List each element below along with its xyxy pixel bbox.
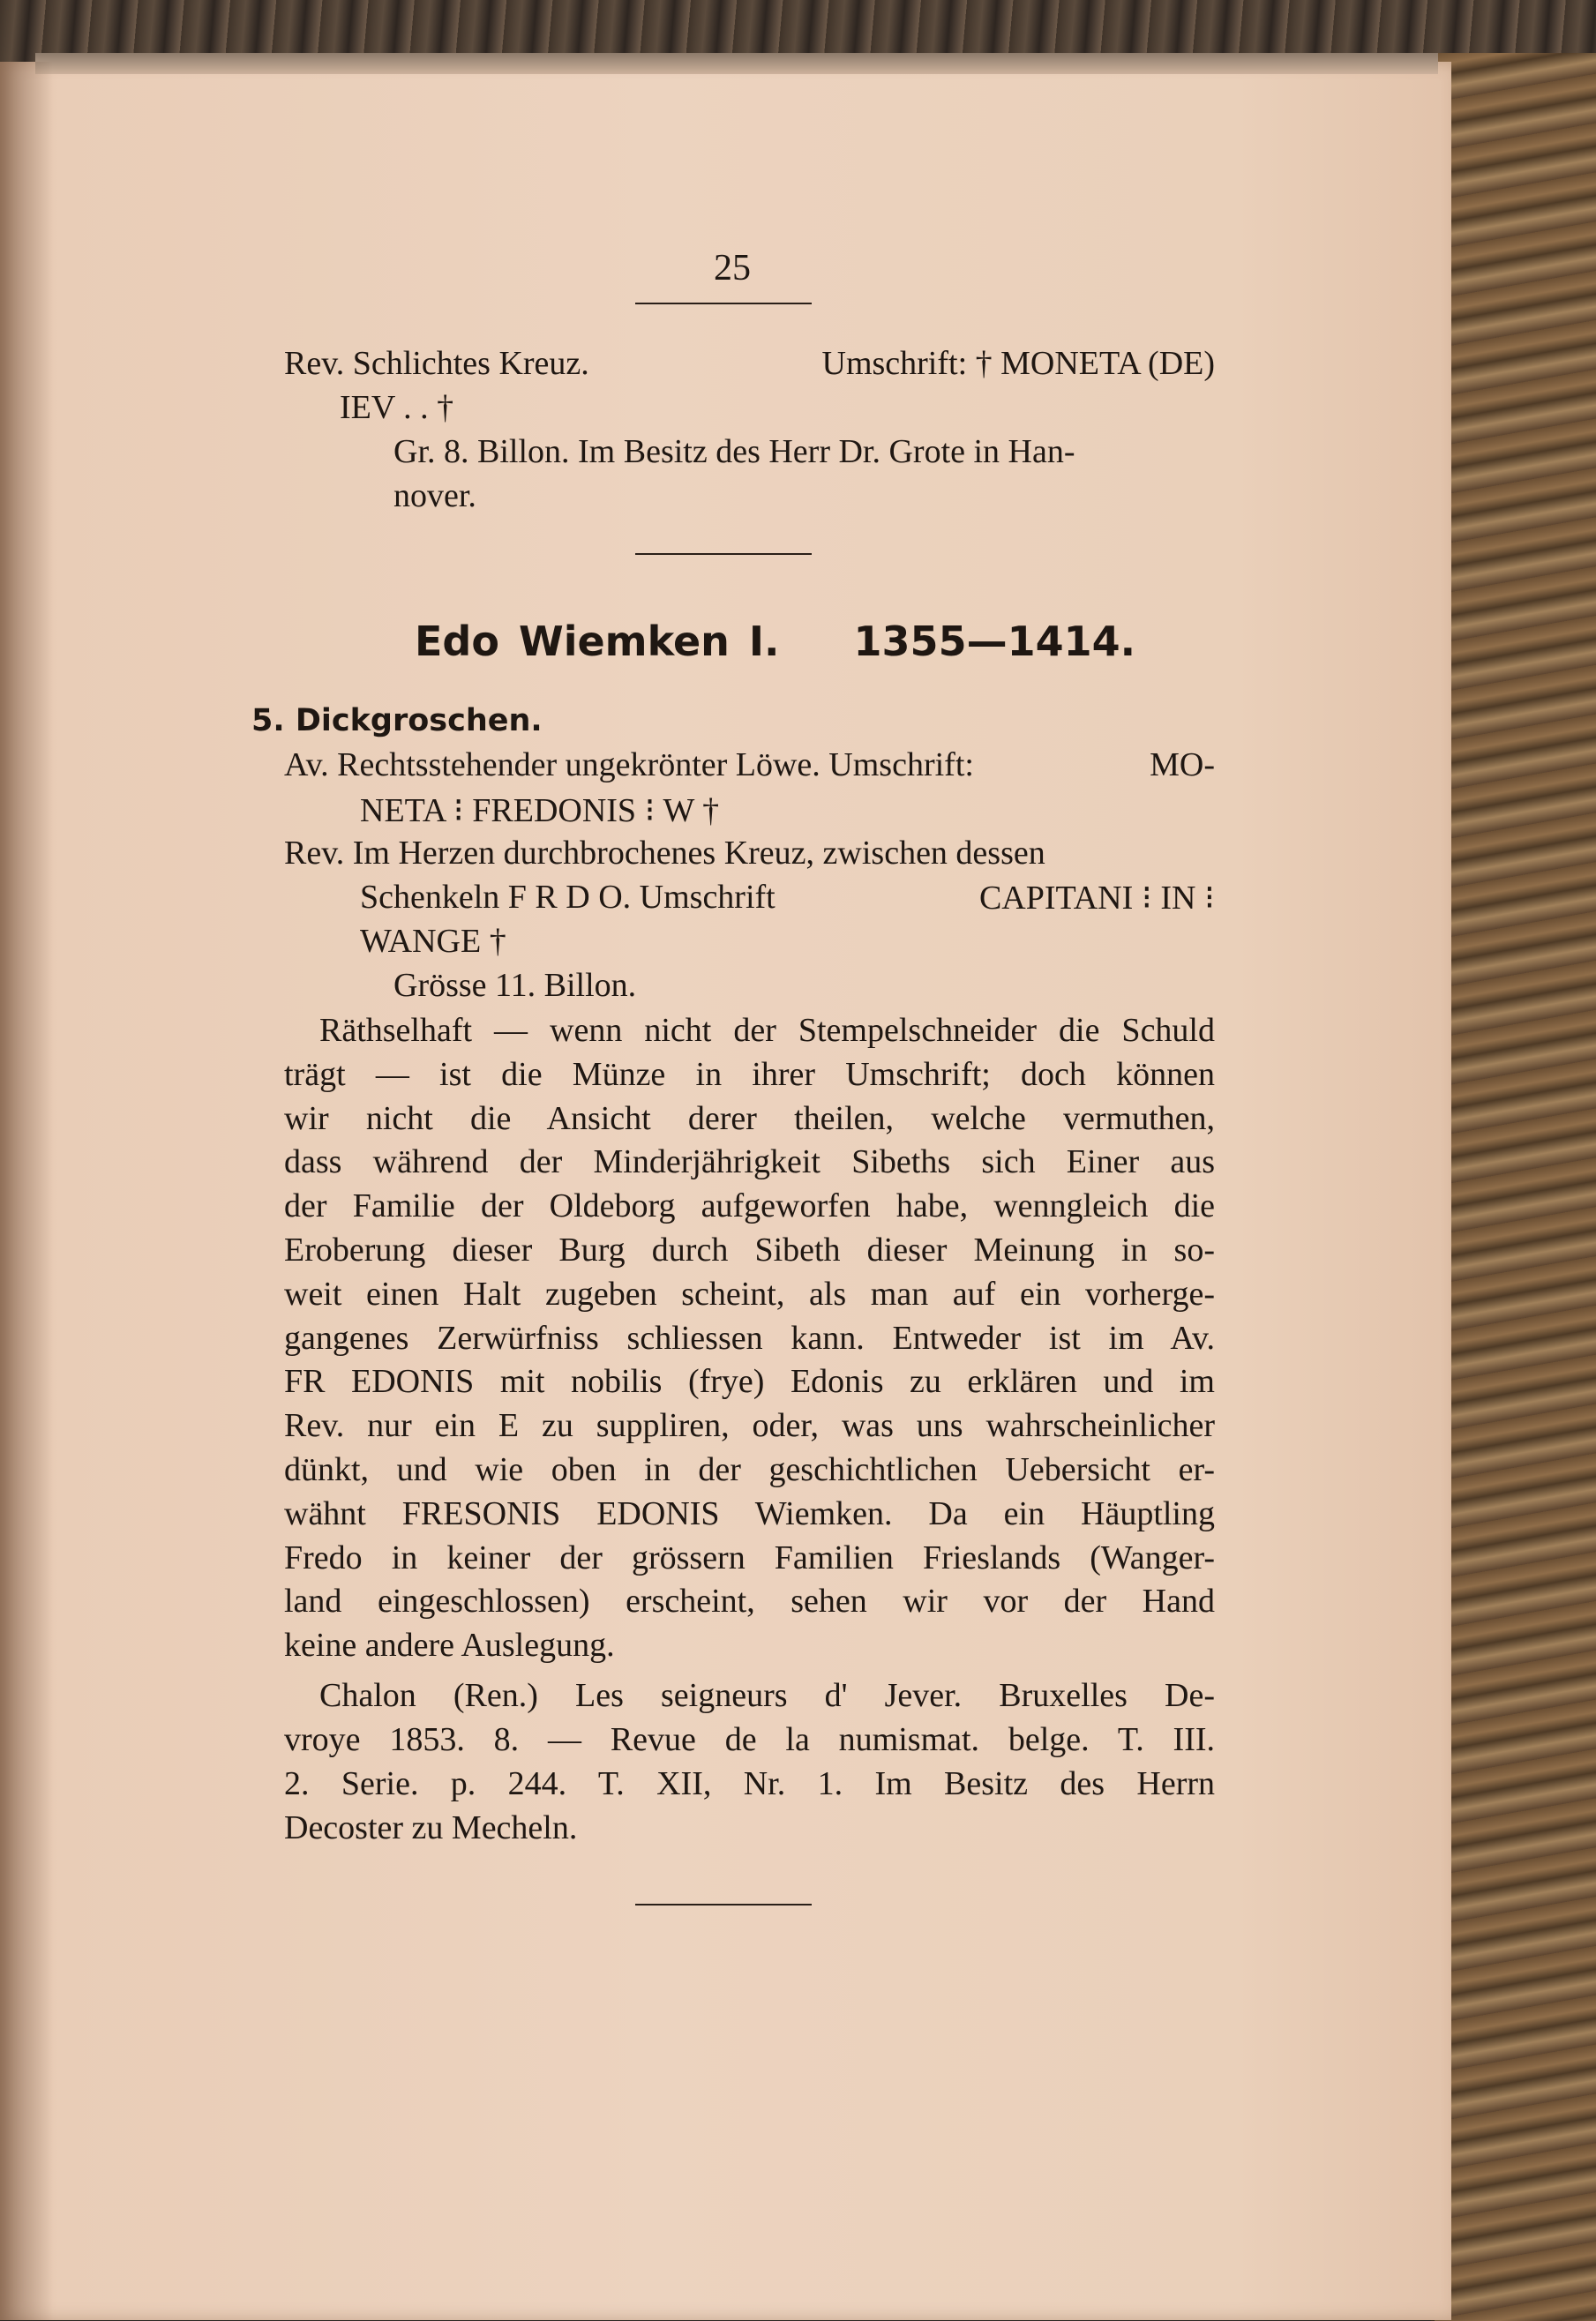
rev-line-3: Gr. 8. Billon. Im Besitz des Herr Dr. Grote in Han- — [393, 433, 1075, 470]
book-cover-edge — [1431, 53, 1596, 2321]
rev5-line-2 — [360, 878, 1215, 917]
rev5-line-1 — [284, 834, 1215, 872]
text-line: gangenes Zerwürfniss schliessen kann. Entweder ist im Av. — [284, 1319, 1215, 1357]
text-line: trägt — ist die Münze in ihrer Umschrift; doch können — [284, 1055, 1215, 1093]
page-top-edge — [35, 53, 1438, 74]
page-number: 25 — [714, 248, 751, 288]
text-line: Fredo in keiner der grössern Familien Frieslands (Wanger- — [284, 1539, 1215, 1576]
rev5-line-2-end: CAPITANI ⁝ IN ⁝ — [978, 880, 1215, 917]
gutter-shadow — [0, 62, 53, 2320]
text-line: Chalon (Ren.) Les seigneurs d' Jever. Bruxelles De- — [319, 1677, 1215, 1714]
text-line: Decoster zu Mecheln. — [284, 1809, 578, 1846]
rev5-line-3: WANGE † — [360, 923, 506, 960]
entry-label: 5. Dickgroschen. — [251, 703, 543, 738]
section-rule-2 — [635, 1904, 812, 1905]
text-line: Eroberung dieser Burg durch Sibeth dieser Meinung in so- — [284, 1232, 1215, 1269]
heading-years: 1355—1414. — [853, 618, 1136, 665]
rev5-line-2-text: Schenkeln F R D O. Umschrift — [360, 879, 776, 916]
text-line: Rev. nur ein E zu suppliren, oder, was uns wahrscheinlicher — [284, 1407, 1215, 1445]
text-line: dass während der Minderjährigkeit Sibeths sich Einer aus — [284, 1143, 1215, 1181]
text-line: land eingeschlossen) erscheint, sehen wir vor der Hand — [284, 1583, 1215, 1621]
text-line: Räthselhaft — wenn nicht der Stempelschneider die Schuld — [319, 1012, 1215, 1049]
text-line: keine andere Auslegung. — [284, 1627, 615, 1665]
av-line-2: NETA ⁝ FREDONIS ⁝ W † — [360, 792, 720, 829]
text-line: wir nicht die Ansicht derer theilen, welche vermuthen, — [284, 1099, 1215, 1137]
heading-name: Edo Wiemken I. — [415, 618, 780, 665]
rev-line-1 — [284, 344, 1215, 383]
rev-line-2: IEV . . † — [340, 389, 454, 426]
rev5-line-1-text: Rev. Im Herzen durchbrochenes Kreuz, zwischen dessen — [284, 835, 1045, 872]
av-line-1-text: Av. Rechtsstehender ungekrönter Löwe. Umschrift: — [284, 746, 974, 783]
section-heading — [415, 618, 1135, 665]
text-line: der Familie der Oldeborg aufgeworfen habe, wenngleich die — [284, 1187, 1215, 1225]
section-rule-1 — [635, 553, 812, 555]
text-line: weit einen Halt zugeben scheint, als man auf ein vorherge- — [284, 1275, 1215, 1313]
size-line: Grösse 11. Billon. — [393, 967, 637, 1004]
text-line: vroye 1853. 8. — Revue de la numismat. belge. T. III. — [284, 1721, 1215, 1758]
text-line: FR EDONIS mit nobilis (frye) Edonis zu erklären und im — [284, 1363, 1215, 1401]
text-line: 2. Serie. p. 244. T. XII, Nr. 1. Im Besitz des Herrn — [284, 1765, 1215, 1802]
rev-line-4: nover. — [393, 477, 476, 514]
rev-line-1-left: Rev. Schlichtes Kreuz. — [284, 345, 589, 382]
av-line-1-end: MO- — [1150, 746, 1215, 783]
rev-line-1-right: Umschrift: † MONETA (DE) — [821, 345, 1215, 382]
text-line: dünkt, und wie oben in der geschichtlichen Uebersicht er- — [284, 1451, 1215, 1488]
text-line: wähnt FRESONIS EDONIS Wiemken. Da ein Häuptling — [284, 1494, 1215, 1532]
page-number-rule — [635, 303, 812, 304]
av-line-1 — [284, 745, 1215, 784]
